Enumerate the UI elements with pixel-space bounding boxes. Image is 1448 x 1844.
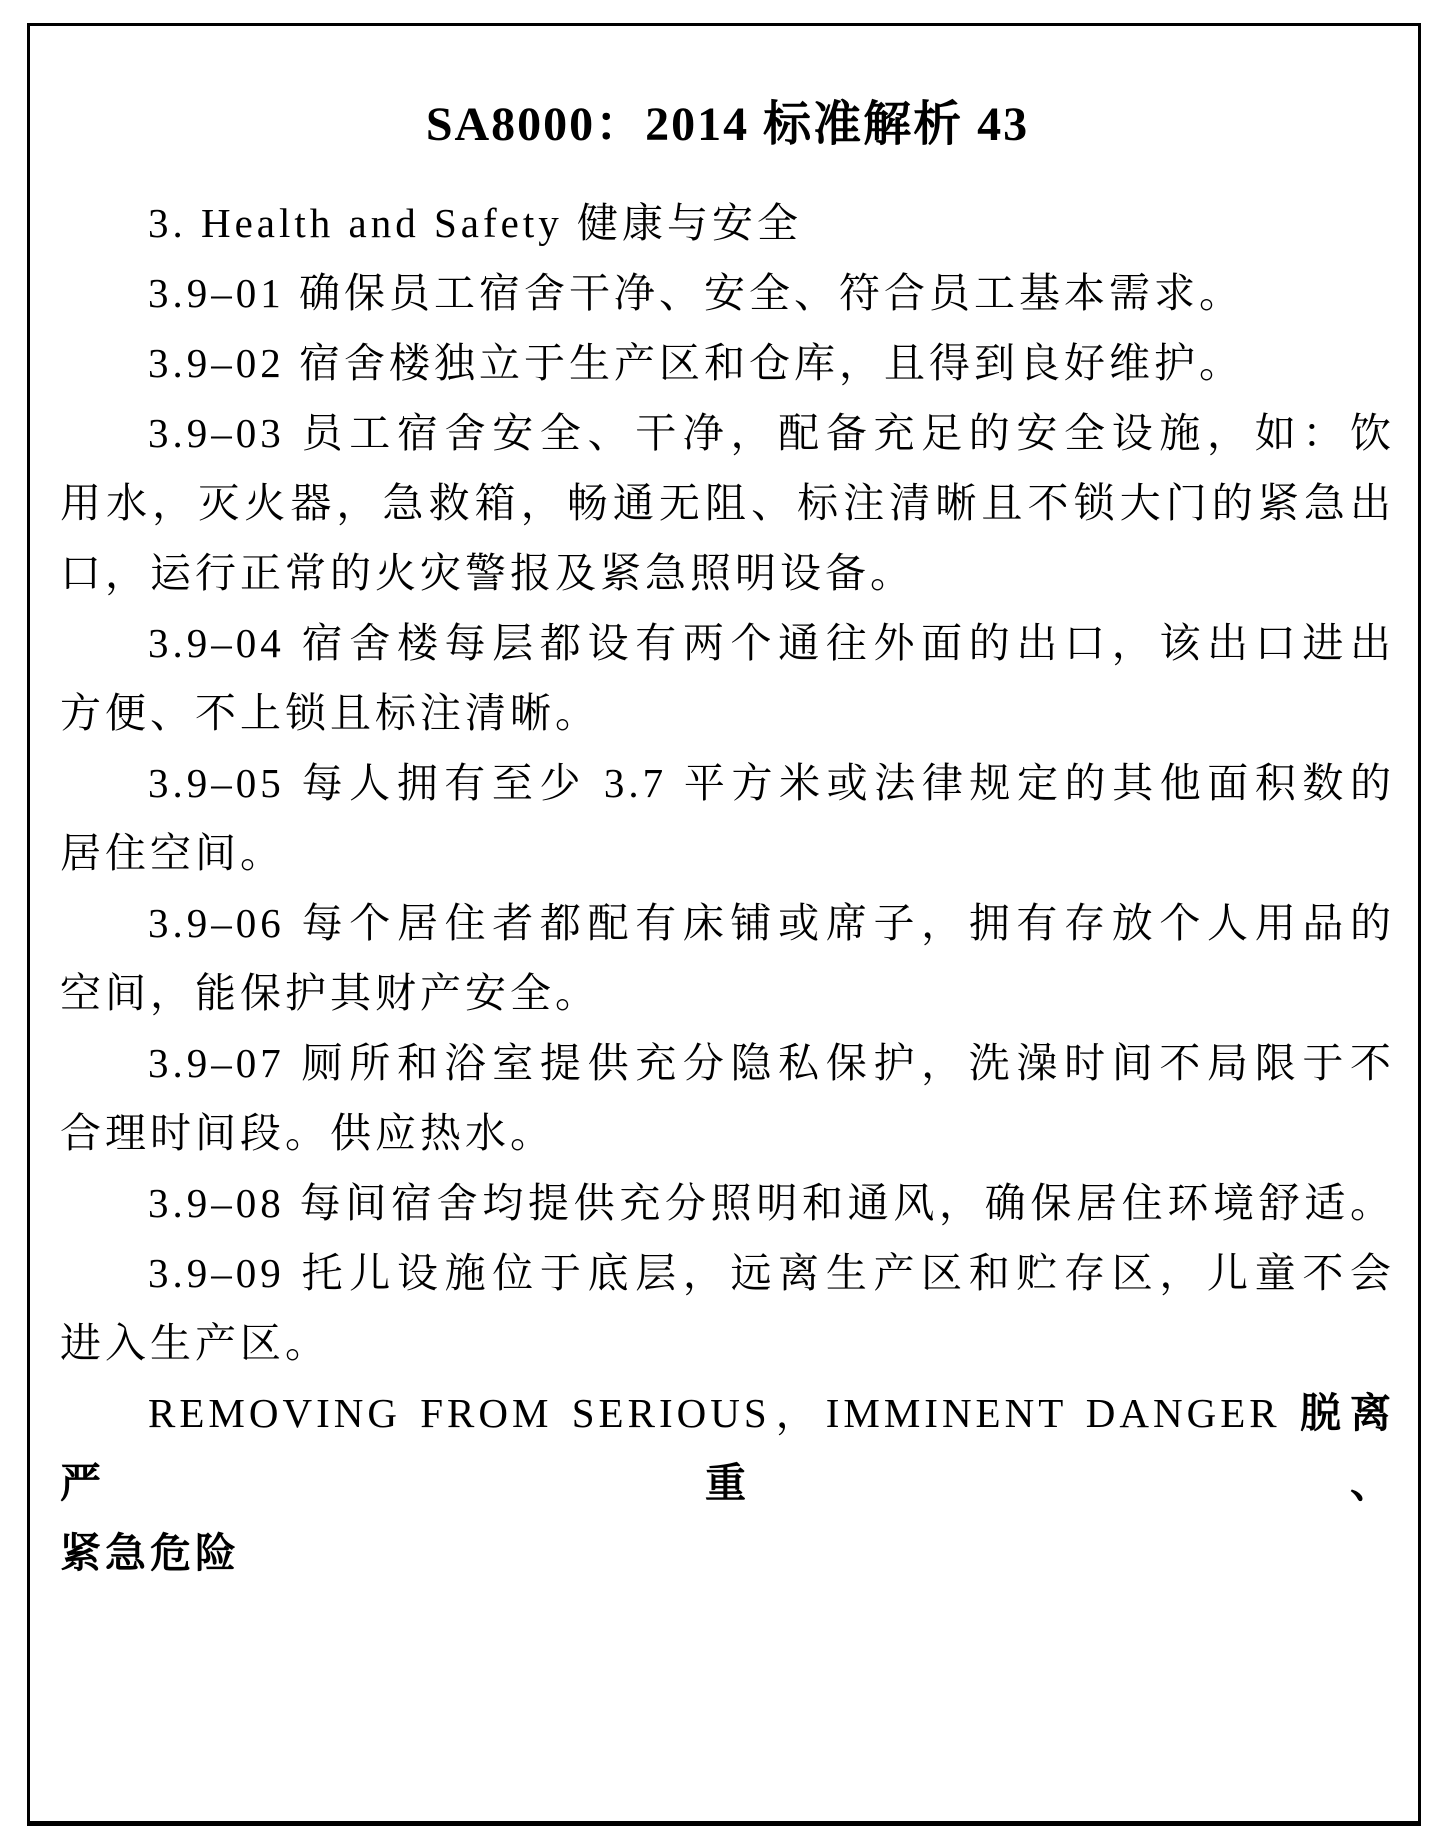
line-3-9-03-b: 用水，灭火器，急救箱，畅通无阻、标注清晰且不锁大门的紧急出 [60, 480, 1395, 526]
line-3-9-05-b: 居住空间。 [60, 830, 285, 876]
line-3-9-04-a: 3.9–04 宿舍楼每层都设有两个通往外面的出口，该出口进出 [148, 620, 1395, 666]
line-3-9-07-a: 3.9–07 厕所和浴室提供充分隐私保护，洗澡时间不局限于不 [148, 1040, 1395, 1086]
line-3-9-02: 3.9–02 宿舍楼独立于生产区和仓库，且得到良好维护。 [148, 340, 1244, 386]
removing-danger-english: REMOVING FROM SERIOUS，IMMINENT DANGER [148, 1390, 1300, 1436]
line-3-9-09-b: 进入生产区。 [60, 1320, 330, 1366]
line-3-9-08: 3.9–08 每间宿舍均提供充分照明和通风，确保居住环境舒适。 [148, 1180, 1395, 1226]
line-3-9-03-c: 口，运行正常的火灾警报及紧急照明设备。 [60, 550, 915, 596]
document-body [60, 188, 1395, 1588]
section-heading: 3. Health and Safety 健康与安全 [148, 200, 802, 246]
line-3-9-05-a: 3.9–05 每人拥有至少 3.7 平方米或法律规定的其他面积数的 [148, 760, 1395, 806]
line-3-9-06-b: 空间，能保护其财产安全。 [60, 970, 600, 1016]
line-3-9-06-a: 3.9–06 每个居住者都配有床铺或席子，拥有存放个人用品的 [148, 900, 1395, 946]
line-removing-danger-a [60, 1378, 1395, 1518]
line-removing-danger-b: 紧急危险 [60, 1530, 240, 1576]
line-3-9-07-b: 合理时间段。供应热水。 [60, 1110, 555, 1156]
line-3-9-03-a: 3.9–03 员工宿舍安全、干净，配备充足的安全设施，如：饮 [148, 410, 1395, 456]
line-3-9-01: 3.9–01 确保员工宿舍干净、安全、符合员工基本需求。 [148, 270, 1244, 316]
page-title: SA8000：2014 标准解析 43 [425, 98, 1030, 151]
line-3-9-04-b: 方便、不上锁且标注清晰。 [60, 690, 600, 736]
line-3-9-09-a: 3.9–09 托儿设施位于底层，远离生产区和贮存区，儿童不会 [148, 1250, 1395, 1296]
removing-danger-chinese: 脱离严重、 [60, 1390, 1395, 1506]
document-page [27, 23, 1421, 1826]
